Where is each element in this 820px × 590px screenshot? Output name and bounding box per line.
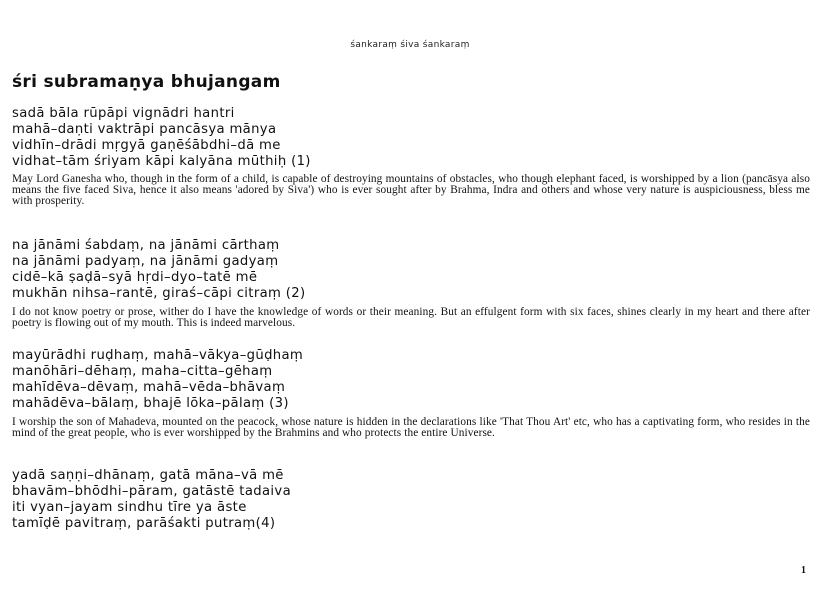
verse-line: mahā–daṇti vaktrāpi pancāsya mānya: [12, 122, 277, 137]
verse-4: [12, 468, 291, 532]
translation-2: I do not know poetry or prose, wither do I have the knowledge of words or their meaning. But an effulgent form with six faces, shines clearly in my heart and there after poetry is flowing out of my mouth. This is indeed marvelous.: [12, 306, 810, 329]
verse-2: [12, 238, 306, 302]
running-header: śankaraṃ śiva śankaraṃ: [350, 40, 470, 50]
verse-line: iti vyan–jayam sindhu tīre ya āste: [12, 500, 247, 515]
verse-line: na jānāmi padyaṃ, na jānāmi gadyaṃ: [12, 254, 279, 269]
verse-line: vidhīn–drādi mṛgyā gaṇēśābdhi–dā me: [12, 138, 281, 153]
verse-line: vidhat–tām śriyam kāpi kalyāna mūthiḥ (1): [12, 154, 311, 169]
verse-1: [12, 106, 311, 170]
page-title: śri subramaṇya bhujangam: [12, 72, 281, 92]
verse-line: yadā saṇṇi–dhānaṃ, gatā māna–vā mē: [12, 468, 284, 483]
verse-line: tamīḍē pavitraṃ, parāśakti putraṃ(4): [12, 516, 276, 531]
verse-3: [12, 348, 303, 412]
verse-line: mahīdēva–dēvaṃ, mahā–vēda–bhāvaṃ: [12, 380, 286, 395]
verse-line: sadā bāla rūpāpi vignādri hantri: [12, 106, 235, 121]
verse-line: mahādēva–bālaṃ, bhajē lōka–pālaṃ (3): [12, 396, 289, 411]
verse-line: na jānāmi śabdaṃ, na jānāmi cārthaṃ: [12, 238, 280, 253]
verse-line: mayūrādhi ruḍhaṃ, mahā–vākya–gūḍhaṃ: [12, 348, 304, 363]
verse-line: cidē–kā ṣaḍā–syā hṛdi–dyo–tatē mē: [12, 270, 258, 285]
page-number: 1: [801, 565, 806, 576]
translation-1: May Lord Ganesha who, though in the form of a child, is capable of destroying mountains of obstacles, who though elephant faced, is worshipped by a lion (pancāsya also means the five faced Siva, hence it also means 'adored by Siva') who is ever sought after by Brahma, Indra and others and whose very nature is auspiciousness, bless me with prosperity.: [12, 173, 810, 207]
translation-3: I worship the son of Mahadeva, mounted on the peacock, whose nature is hidden in the declarations like 'That Thou Art' etc, who has a captivating form, who resides in the mind of the great people, who is ever worshipped by the Brahmins and who protects the entire Universe.: [12, 416, 810, 439]
verse-line: mukhān nihsa–rantē, giraś–cāpi citraṃ (2): [12, 286, 306, 301]
verse-line: bhavām–bhōdhi–pāram, gatāstē tadaiva: [12, 484, 292, 499]
verse-line: manōhāri–dēhaṃ, maha–citta–gēhaṃ: [12, 364, 273, 379]
